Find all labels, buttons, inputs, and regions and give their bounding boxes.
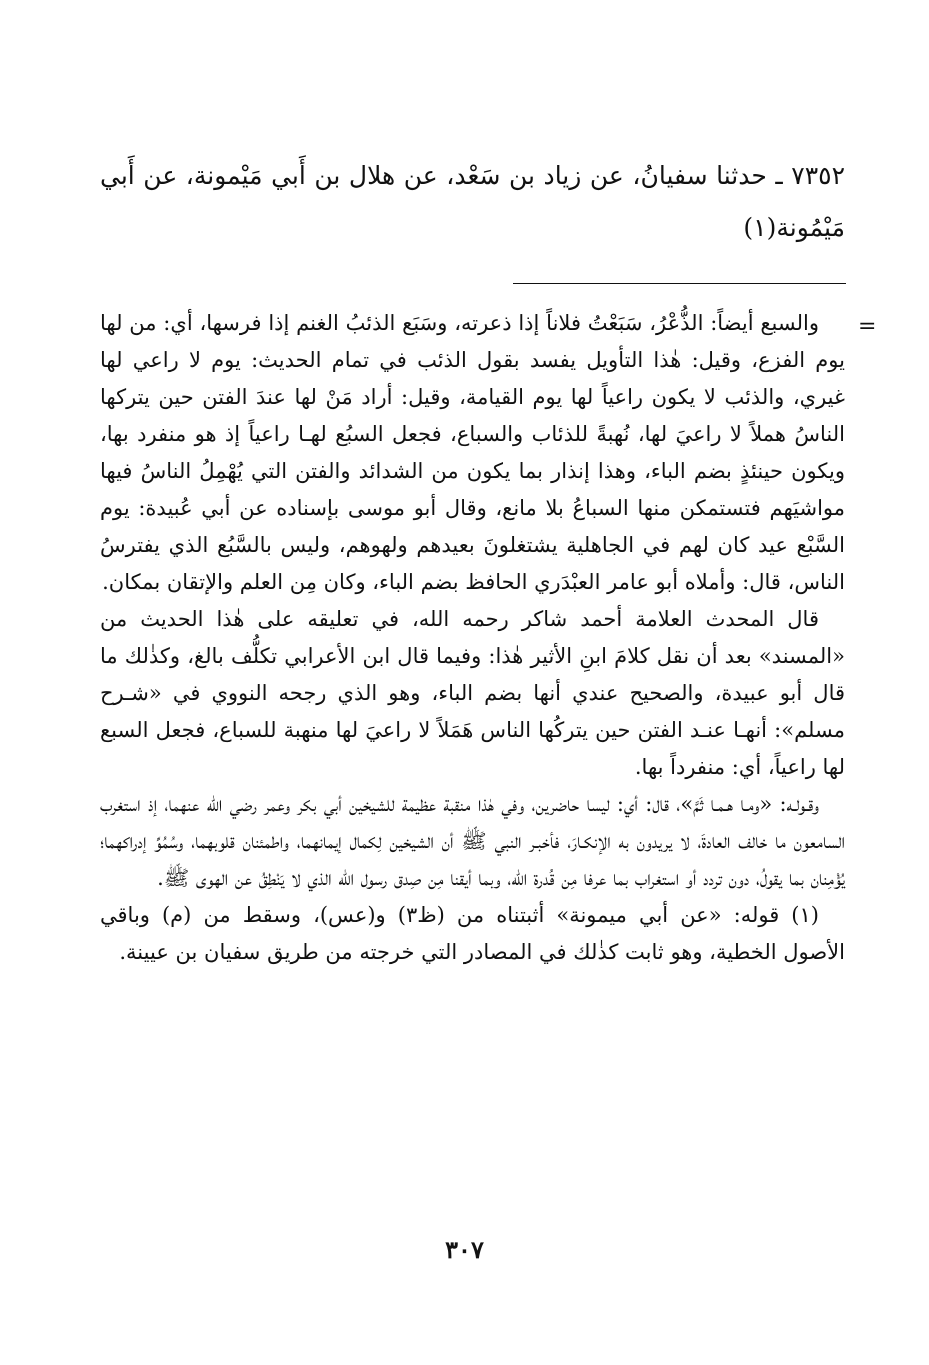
footnote-continuation-paragraph: وقـولـه: «ومـا هـمـا ثَمَّ»، قال: أي: ليسا حاضرين، وفي هٰذا منقبة عظيمة للشيخين أبي بكر وعمر رضي الله عنهما، إذ استغرب السامعون ما خالف العادةَ، لا يريدون به الإنكـارَ، فأخبـر النبي ﷺ أن الشيخين لِكمال إيمانهما، واطمئنان قلوبهما، وسُمُوِّ إدراكهما؛ يُؤْمِنان بما يقولُ، دون تردد أو استغراب بما عرفا مِن قُدرة الله، وبما أيقنا مِن صِدق رسول الله الذي لا يَنْطِقُ عن الهوى ﷺ.	[100, 792, 845, 890]
continuation-mark: =	[858, 314, 877, 339]
footnote-continuation-paragraph: والسبع أيضاً: الذُّعْرُ، سَبَعْتُ فلاناً إذا ذعرته، وسَبَع الذئبُ الغنم إذا فرسها، أي: من لها يوم الفزع، وقيل: هٰذا التأويل يفسد بقول الذئب في تمام الحديث: يوم لا راعي لها غيري، والذئب لا يكون راعياً لها يوم القيامة، وقيل: أراد مَنْ لها عندَ الفتن حين يتركها الناسُ هملاً لا راعيَ لها، نُهبةً للذئاب والسباع، فجعل السبُع لهـا راعياً إذ هو منفرد بها، ويكون حينئذٍ بضم الباء، وهذا إنذار بما يكون من الشدائد والفتن التي يُهْمِلُ الناسُ فيها مواشيَهم فتستمكن منها السباعُ بلا مانع، وقال أبو موسى بإسناده عن أبي عُبيدة: يوم السَّبْع عيد كان لهم في الجاهلية يشتغلونَ بعيدهم ولهوهم، وليس بالسَّبُع الذي يفترسُ الناس، قال: وأملاه أبو عامر العبْدَري الحافظ بضم الباء، وكان مِن العلم والإتقان بمكان.	[100, 311, 845, 594]
footnotes-section	[100, 305, 845, 971]
footnote-continuation-paragraph: قال المحدث العلامة أحمد شاكر رحمه الله، في تعليقه على هٰذا الحديث من «المسند» بعد أن نقل كلامَ ابنِ الأثير هٰذا: وفيما قال ابن الأعرابي تكلُّف بالغ، وكذٰلك ما قال أبو عبيدة، والصحيح عندي أنها بضم الباء، وهو الذي رجحه النووي في «شـرح مسلم»: أنهـا عنـد الفتن حين يتركُها الناس هَمَلاً لا راعيَ لها منهبة للسباع، فجعل السبع لها راعياً، أي: منفرداً بها.	[100, 607, 845, 779]
footnote-1: (١) قوله: «عن أبي ميمونة» أثبتناه من (ظ٣) و(عس)، وسقط من (م) وباقي الأصول الخطية، وهو ثابت كذٰلك في المصادر التي خرجته من طريق سفيان بن عيينة.	[100, 903, 845, 964]
page-number: ٣٠٧	[445, 1235, 484, 1264]
hadith-text: ٧٣٥٢ ـ حدثنا سفيانُ، عن زياد بن سَعْد، عن هلال بن أَبي مَيْمونة، عن أَبي مَيْمُونة(١)	[100, 161, 845, 242]
footnote-separator	[513, 283, 846, 284]
